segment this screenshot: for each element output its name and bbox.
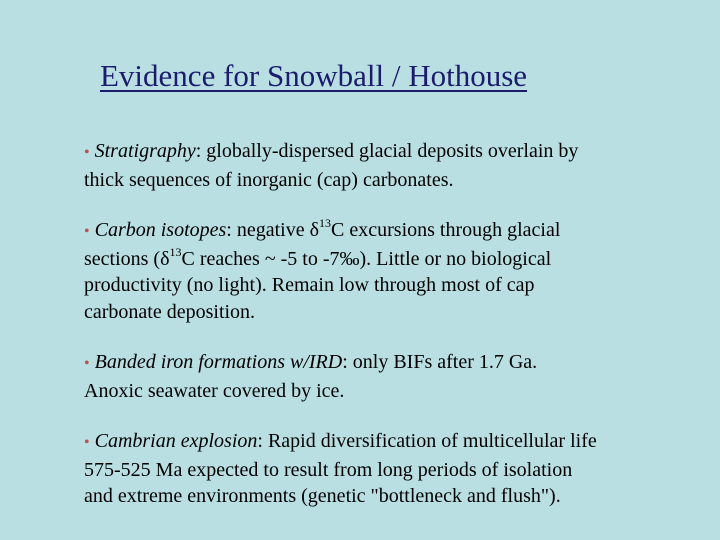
bullet-icon: •: [84, 355, 90, 372]
bullet-text: C excursions through glacial: [331, 219, 561, 241]
bullet-text: C reaches ~ -5 to -7‰). Little or no biological: [181, 247, 552, 270]
text-line: Anoxic seawater covered by ice.: [84, 379, 345, 402]
bullet-icon: •: [84, 223, 90, 240]
bullet-text: : negative δ: [226, 219, 320, 241]
bullet-point-cambrian-explosion: [84, 428, 684, 510]
text-line: [84, 246, 684, 273]
text-line: [84, 217, 684, 246]
bullet-term: Carbon isotopes: [94, 219, 227, 241]
bullet-text: : only BIFs after 1.7 Ga.: [342, 351, 538, 373]
slide-title: Evidence for Snowball / Hothouse: [100, 58, 528, 93]
bullet-icon: •: [84, 144, 90, 161]
text-line: carbonate deposition.: [84, 300, 256, 323]
bullet-icon: •: [84, 434, 90, 451]
bullet-point-stratigraphy: [84, 138, 684, 193]
bullet-point-carbon-isotopes: [84, 217, 684, 325]
bullet-text: : globally-dispersed glacial deposits overlain by: [195, 140, 579, 162]
isotope-superscript: 13: [319, 216, 332, 231]
text-line: and extreme environments (genetic "bottleneck and flush").: [84, 485, 561, 507]
text-line: productivity (no light). Remain low through most of cap: [84, 274, 535, 296]
text-line: [84, 138, 684, 167]
text-line: [84, 349, 684, 378]
bullet-term: Banded iron formations w/IRD: [94, 351, 343, 373]
bullet-point-banded-iron-formations: [84, 349, 684, 404]
bullet-text: sections (δ: [84, 247, 170, 270]
text-line: 575-525 Ma expected to result from long periods of isolation: [84, 458, 573, 481]
bullet-term: Stratigraphy: [94, 140, 196, 162]
bullet-text: : Rapid diversification of multicellular life: [257, 430, 597, 452]
text-line: [84, 428, 684, 457]
bullet-term: Cambrian explosion: [94, 430, 258, 452]
text-line: thick sequences of inorganic (cap) carbonates.: [84, 168, 454, 191]
isotope-superscript: 13: [169, 244, 182, 259]
